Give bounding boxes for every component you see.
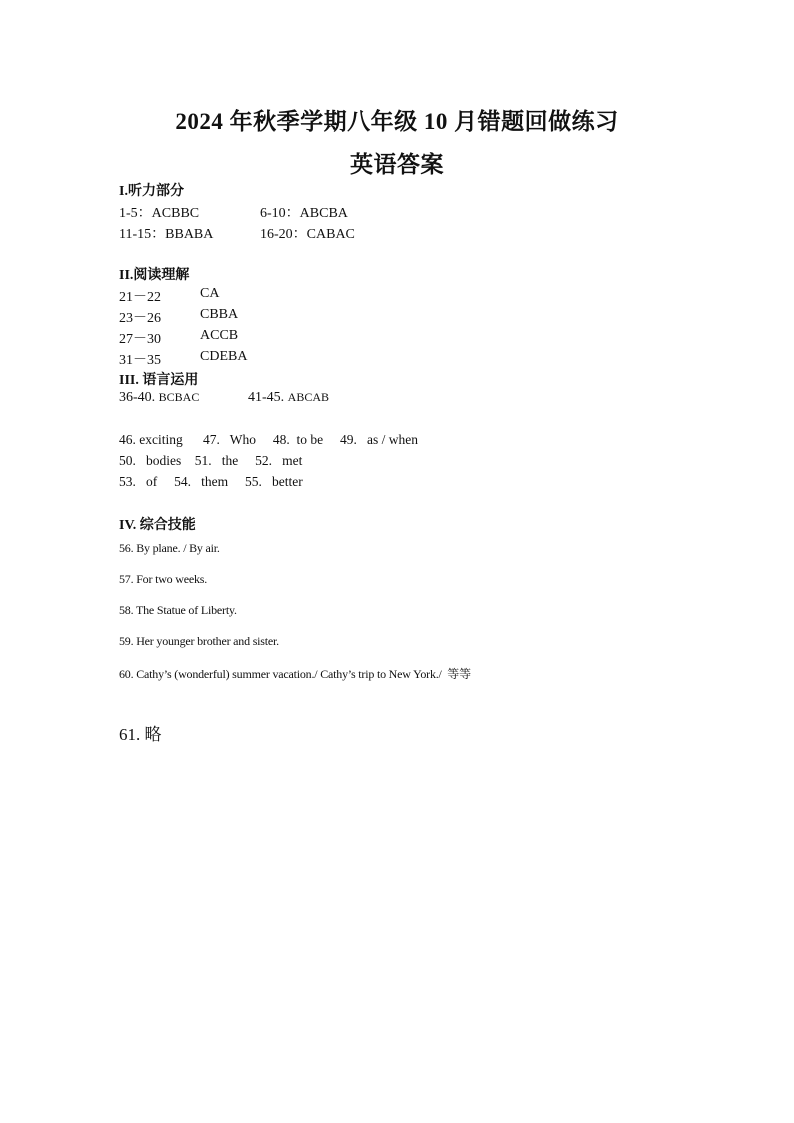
answer-letters: ABCAB (287, 390, 330, 404)
listening-answer: 1-5：ACBBC (119, 206, 200, 221)
reading-answer: ACCB (200, 328, 239, 343)
language-row1-right (248, 390, 329, 406)
skills-answer: 59. Her younger brother and sister. (119, 634, 279, 648)
section-heading-skills: IV. 综合技能 (119, 518, 196, 533)
skills-answer: 57. For two weeks. (119, 572, 208, 586)
page-subtitle: 英语答案 (350, 152, 444, 177)
writing-answer: 61. 略 (119, 725, 162, 744)
skills-answer: 58. The Statue of Liberty. (119, 603, 237, 617)
page-title: 2024 年秋季学期八年级 10 月错题回做练习 (175, 109, 619, 134)
answer-letters: BCBAC (158, 390, 200, 404)
listening-answer: 16-20：CABAC (260, 227, 355, 242)
section-heading-reading: II.阅读理解 (119, 268, 190, 283)
skills-answer: 56. By plane. / By air. (119, 541, 220, 555)
skills-answer: 60. Cathy’s (wonderful) summer vacation./ Cathy’s trip to New York./ 等等 (119, 667, 471, 681)
reading-answer: CBBA (200, 307, 239, 322)
section-heading-listening: I.听力部分 (119, 184, 184, 199)
question-range: 36-40. (119, 390, 159, 405)
question-range: 41-45. (248, 390, 288, 405)
listening-answer: 11-15：BBABA (119, 227, 214, 242)
reading-range: 31－35 (119, 353, 161, 368)
reading-range: 21－22 (119, 290, 161, 305)
listening-answer: 6-10：ABCBA (260, 206, 348, 221)
reading-answer: CDEBA (200, 349, 248, 364)
blank-answers: 53. of 54. them 55. better (119, 474, 303, 489)
blank-answers: 46. exciting 47. Who 48. to be 49. as / when (119, 432, 418, 447)
section-heading-language: III. 语言运用 (119, 373, 199, 388)
reading-range: 23－26 (119, 311, 161, 326)
blank-answers: 50. bodies 51. the 52. met (119, 453, 303, 468)
language-row1-left (119, 390, 199, 406)
reading-range: 27－30 (119, 332, 161, 347)
reading-answer: CA (200, 286, 220, 301)
